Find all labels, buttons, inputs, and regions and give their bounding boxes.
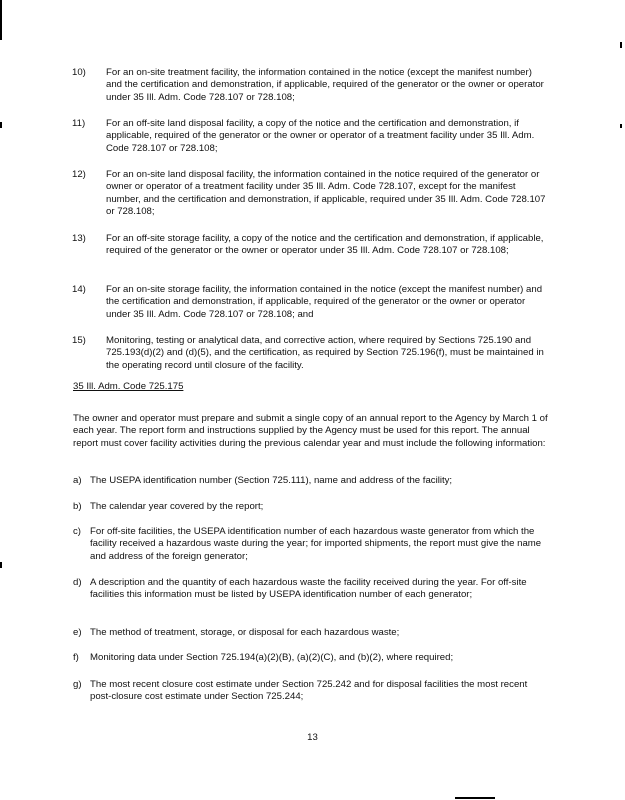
section-heading: 35 Ill. Adm. Code 725.175 <box>73 381 184 392</box>
item-text: For an off-site storage facility, a copy of the notice and the certification and demonstration, if applicable, required of the generator or the owner or operator under 35 Ill. Adm. Code 728.107 or 728.108; <box>106 233 544 257</box>
item-text: For an on-site storage facility, the information contained in the notice (except the manifest number) and the certification and demonstration, if applicable, required of the generator or the owner or operator under 35 Ill. Adm. Code 728.107 or 728.108; and <box>106 284 543 320</box>
scan-edge-mark <box>455 797 495 799</box>
scan-edge-mark <box>620 124 622 128</box>
item-number: 10) <box>72 67 86 78</box>
item-text: The calendar year covered by the report; <box>90 501 264 512</box>
item-text: A description and the quantity of each hazardous waste the facility received during the year. For off-site facilities this information must be listed by USEPA identification number of each generator; <box>90 577 527 601</box>
scan-edge-mark <box>620 42 622 48</box>
item-text: The USEPA identification number (Section 725.111), name and address of the facility; <box>90 475 453 486</box>
numbered-item <box>72 233 549 258</box>
item-text: Monitoring, testing or analytical data, and corrective action, where required by Sections 725.190 and 725.193(d)(2) and (d)(5), and the certification, as required by Section 725.196(f), must be maintained in the operating record until closure of the facility. <box>106 335 544 371</box>
lettered-item <box>73 526 551 563</box>
numbered-item <box>72 169 549 219</box>
lettered-item <box>73 652 551 664</box>
item-number: 11) <box>72 118 86 129</box>
item-text: The most recent closure cost estimate under Section 725.242 and for disposal facilities the most recent post-closure cost estimate under Section 725.244; <box>90 679 528 703</box>
scan-edge-mark <box>0 122 2 128</box>
numbered-item <box>72 335 549 372</box>
item-number: 14) <box>72 284 86 295</box>
lettered-item <box>73 577 551 602</box>
item-number: 15) <box>72 335 86 346</box>
item-letter: a) <box>73 475 82 486</box>
item-letter: g) <box>73 679 82 690</box>
item-text: For an on-site land disposal facility, the information contained in the notice required of the generator or owner or operator of a treatment facility under 35 Ill. Adm. Code 728.107, except for the manifest number, and the certification and demonstration, if applicable, required under 35 Ill. Adm. Code 728.107 or 728.108; <box>106 169 546 218</box>
item-text: For off-site facilities, the USEPA identification number of each hazardous waste generator from which the facility received a hazardous waste during the year; for imported shipments, the report must give the name and address of the foreign generator; <box>90 526 542 562</box>
item-text: Monitoring data under Section 725.194(a)(2)(B), (a)(2)(C), and (b)(2), where required; <box>90 652 454 663</box>
lettered-item <box>73 475 551 487</box>
item-number: 13) <box>72 233 86 244</box>
numbered-item <box>72 118 549 155</box>
item-letter: c) <box>73 526 81 537</box>
item-letter: e) <box>73 627 82 638</box>
page-number: 13 <box>307 732 318 743</box>
item-text: The method of treatment, storage, or disposal for each hazardous waste; <box>90 627 400 638</box>
intro-paragraph: The owner and operator must prepare and submit a single copy of an annual report to the Agency by March 1 of each year. The report form and instructions supplied by the Agency must be used for this report. The annual report must cover facility activities during the previous calendar year and must include the following information: <box>73 413 548 449</box>
numbered-item <box>72 284 549 321</box>
lettered-item <box>73 679 551 704</box>
item-number: 12) <box>72 169 86 180</box>
item-letter: f) <box>73 652 79 663</box>
scan-edge-mark <box>0 0 2 40</box>
lettered-item <box>73 627 551 639</box>
lettered-item <box>73 501 551 513</box>
item-letter: b) <box>73 501 82 512</box>
item-text: For an off-site land disposal facility, a copy of the notice and the certification and demonstration, if applicable, required of the generator or the owner or operator of a treatment facility under 35 Ill. Adm. Code 728.107 or 728.108; <box>106 118 535 154</box>
item-letter: d) <box>73 577 82 588</box>
item-text: For an on-site treatment facility, the information contained in the notice (except the manifest number) and the certification and demonstration, if applicable, required of the generator or the owner or operator under 35 Ill. Adm. Code 728.107 or 728.108; <box>106 67 544 103</box>
scan-edge-mark <box>0 562 2 568</box>
numbered-item <box>72 67 549 104</box>
